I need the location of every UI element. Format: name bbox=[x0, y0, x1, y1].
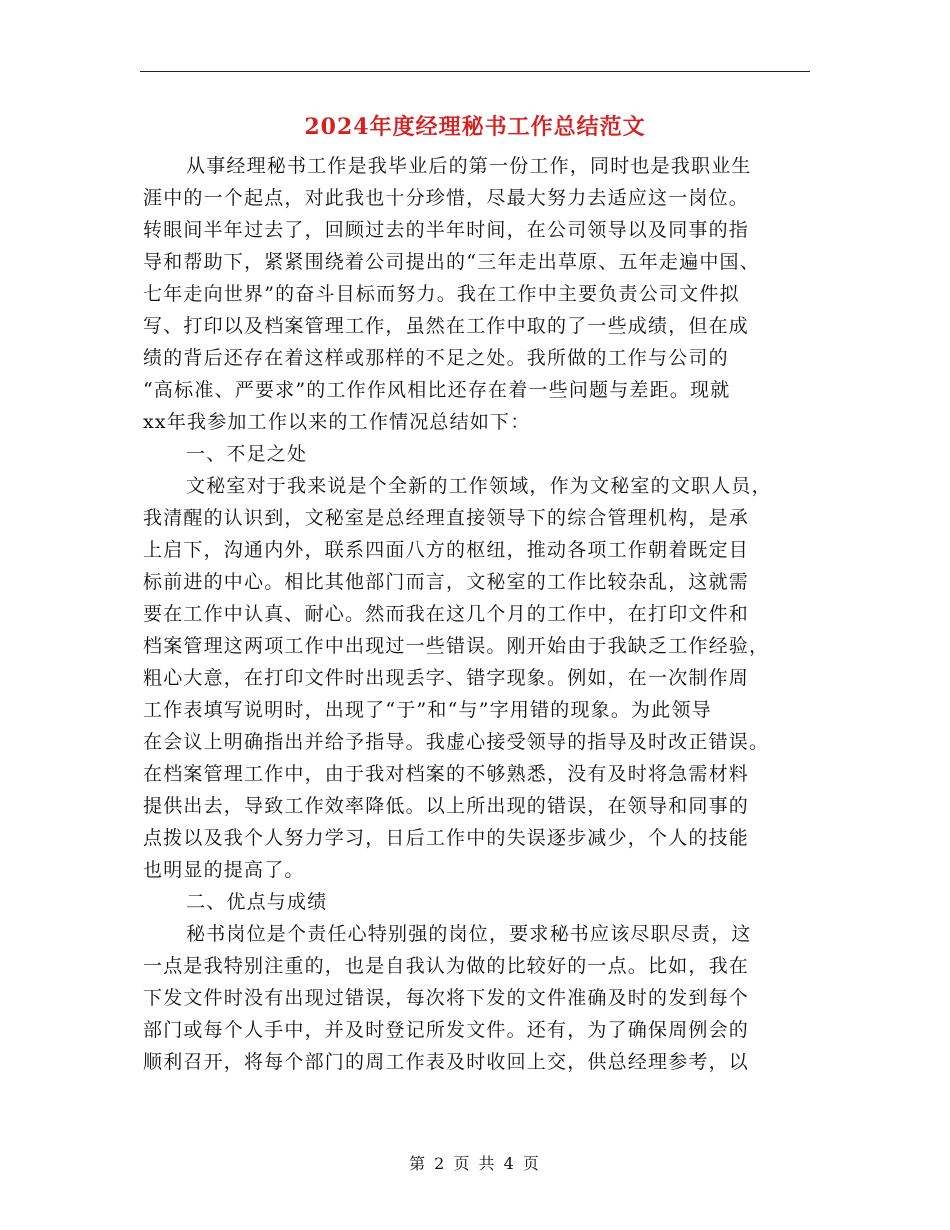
text-line: 从事经理秘书工作是我毕业后的第一份工作，同时也是我职业生 bbox=[186, 155, 752, 177]
text-line: 工作表填写说明时，出现了“于”和“与”字用错的现象。为此领导 bbox=[143, 699, 712, 721]
text-line: 文秘室对于我来说是个全新的工作领域，作为文秘室的文职人员， bbox=[186, 475, 772, 497]
text-line: 一、不足之处 bbox=[186, 443, 308, 465]
text-line: 涯中的一个起点，对此我也十分珍惜，尽最大努力去适应这一岗位。 bbox=[143, 187, 750, 209]
text-line: 在会议上明确指出并给予指导。我虚心接受领导的指导及时改正错误。 bbox=[143, 731, 770, 753]
text-line: “高标准、严要求”的工作作风相比还存在着一些问题与差距。现就 bbox=[143, 379, 731, 401]
text-line: 粗心大意，在打印文件时出现丢字、错字现象。例如，在一次制作周 bbox=[143, 667, 750, 689]
text-line: 提供出去，导致工作效率降低。以上所出现的错误，在领导和同事的 bbox=[143, 795, 750, 817]
text-line: xx年我参加工作以来的工作情况总结如下： bbox=[143, 411, 531, 433]
document-title: 2024年度经理秘书工作总结范文 bbox=[304, 114, 646, 140]
text-line: 上启下，沟通内外，联系四面八方的枢纽，推动各项工作朝着既定目 bbox=[143, 539, 750, 561]
text-line: 写、打印以及档案管理工作，虽然在工作中取的了一些成绩，但在成 bbox=[143, 315, 750, 337]
text-line: 绩的背后还存在着这样或那样的不足之处。我所做的工作与公司的 bbox=[143, 347, 729, 369]
text-line: 顺利召开，将每个部门的周工作表及时收回上交，供总经理参考，以 bbox=[143, 1051, 750, 1073]
text-line: 一点是我特别注重的，也是自我认为做的比较好的一点。比如，我在 bbox=[143, 955, 750, 977]
text-line: 也明显的提高了。 bbox=[143, 859, 305, 881]
text-line: 标前进的中心。相比其他部门而言，文秘室的工作比较杂乱，这就需 bbox=[143, 571, 750, 593]
text-line: 在档案管理工作中，由于我对档案的不够熟悉，没有及时将急需材料 bbox=[143, 763, 750, 785]
text-line: 档案管理这两项工作中出现过一些错误。刚开始由于我缺乏工作经验， bbox=[143, 635, 770, 657]
text-line: 二、优点与成绩 bbox=[186, 891, 328, 913]
header-rule bbox=[140, 71, 810, 72]
text-line: 转眼间半年过去了，回顾过去的半年时间，在公司领导以及同事的指 bbox=[143, 219, 750, 241]
text-line: 要在工作中认真、耐心。然而我在这几个月的工作中，在打印文件和 bbox=[143, 603, 750, 625]
text-line: 部门或每个人手中，并及时登记所发文件。还有，为了确保周例会的 bbox=[143, 1019, 750, 1041]
text-line: 秘书岗位是个责任心特别强的岗位，要求秘书应该尽职尽责，这 bbox=[186, 923, 752, 945]
text-line: 我清醒的认识到，文秘室是总经理直接领导下的综合管理机构，是承 bbox=[143, 507, 750, 529]
document-body bbox=[143, 150, 813, 1078]
text-line: 导和帮助下，紧紧围绕着公司提出的“三年走出草原、五年走遍中国、 bbox=[143, 251, 760, 273]
text-line: 点拨以及我个人努力学习，日后工作中的失误逐步减少，个人的技能 bbox=[143, 827, 750, 849]
text-line: 下发文件时没有出现过错误，每次将下发的文件准确及时的发到每个 bbox=[143, 987, 750, 1009]
text-line: 七年走向世界”的奋斗目标而努力。我在工作中主要负责公司文件拟 bbox=[143, 283, 740, 305]
page-number-footer: 第 2 页 共 4 页 bbox=[409, 1154, 541, 1173]
